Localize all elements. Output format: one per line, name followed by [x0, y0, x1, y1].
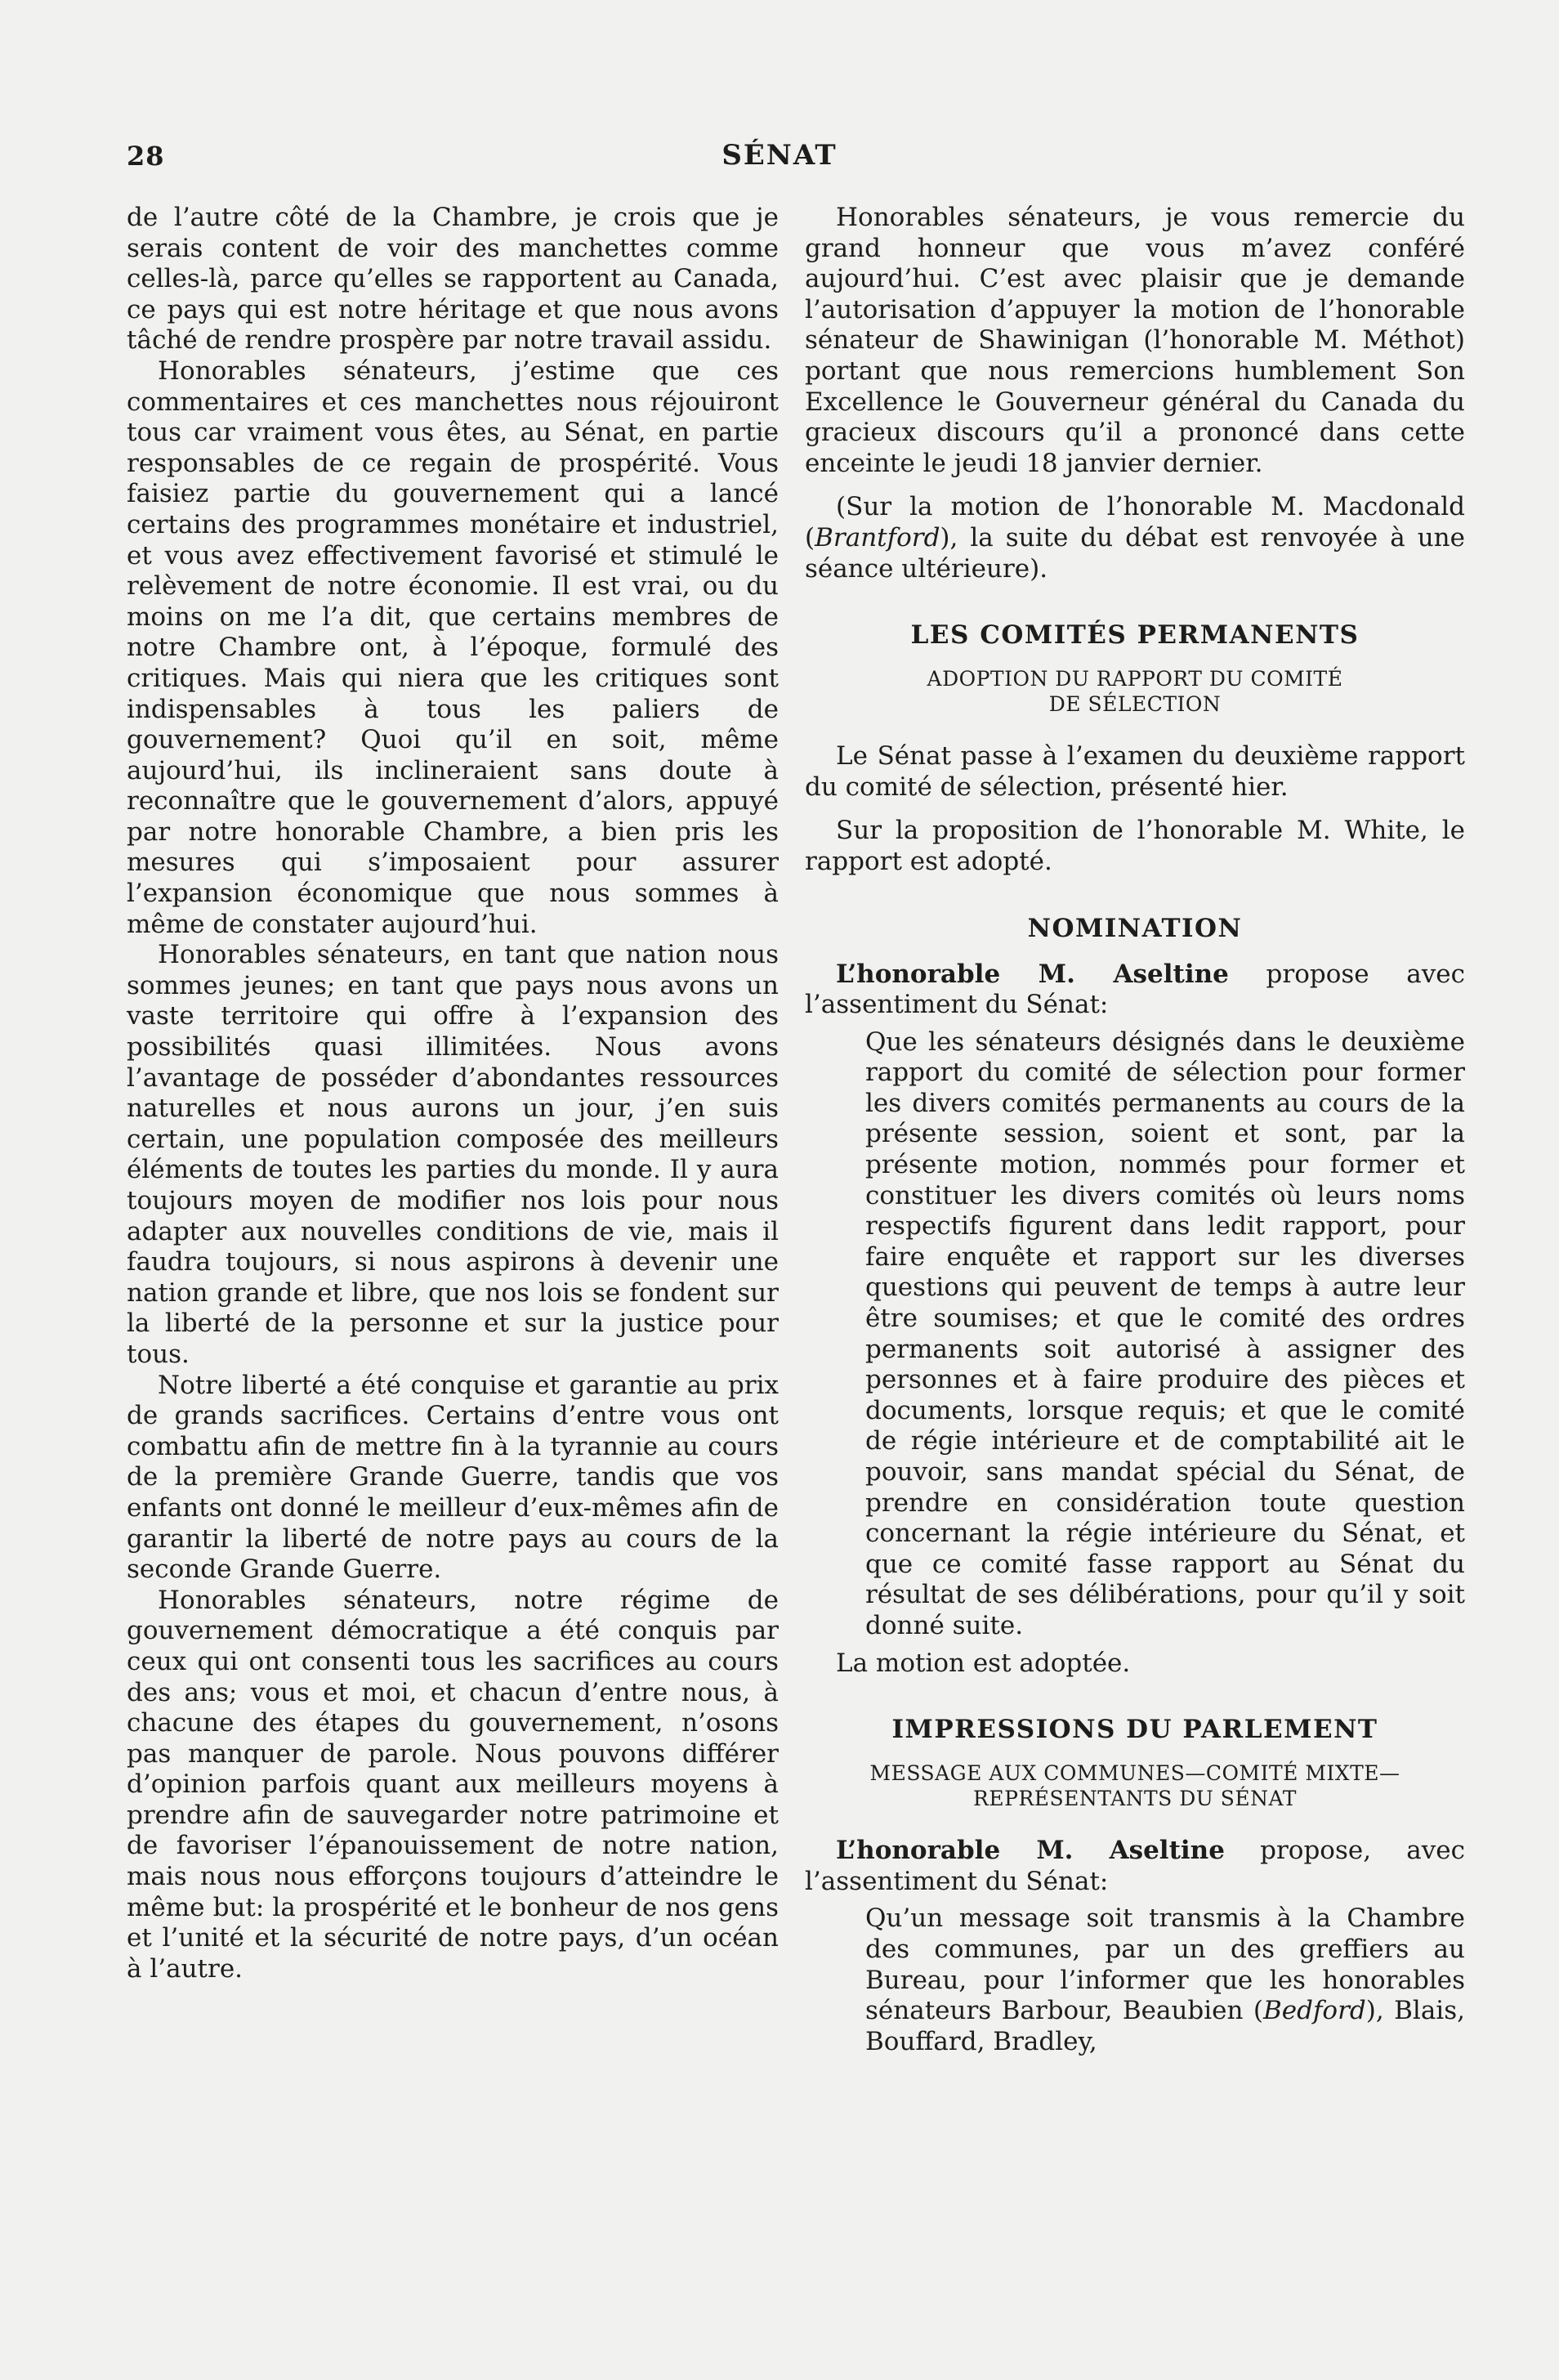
adjournment-note: [805, 492, 1465, 584]
speech-paragraph: Honorables sénateurs, notre régime de gouvernement démocratique a été conquis par ceux qui ont consenti tous les sacrifices au cours des ans; vous et moi, et chacun d’entre nous, à chacune des étapes du gouvernement, n’osons pas manquer de parole. Nous pouvons différer d’opinion parfois quant aux meilleurs moyens à prendre afin de sauvegarder notre patrimoine et de favoriser l’épanouissement de notre nation, mais nous nous efforçons toujours d’atteindre le même but: la prospérité et le bonheur de nos gens et l’unité et la sécurité de notre pays, d’un océan à l’autre.: [127, 1585, 779, 1984]
committee-paragraph: Le Sénat passe à l’examen du deuxième rapport du comité de sélection, présenté hier.: [805, 741, 1465, 802]
subheading-line: MESSAGE AUX COMMUNES—COMITÉ MIXTE—: [869, 1761, 1400, 1786]
running-head: SÉNAT: [721, 139, 838, 172]
message-text-start: Qu’un message soit transmis à la Chambre des communes, par un des greffiers au Bureau, pour l’informer que les honorables sénateurs Barbour, Beaubien (: [865, 1904, 1465, 2026]
section-heading-committees: LES COMITÉS PERMANENTS: [910, 620, 1360, 651]
message-text: [865, 1904, 1465, 2057]
left-column: [127, 203, 779, 1984]
adjournment-text-end: ), la suite du débat est renvoyée à une séance ultérieure).: [805, 522, 1465, 584]
riding-name: Brantford: [815, 522, 940, 552]
subheading-line: DE SÉLECTION: [1048, 692, 1222, 717]
page-number: 28: [127, 141, 165, 172]
speech-paragraph: de l’autre côté de la Chambre, je crois que je serais content de voir des manchettes comme celles-là, parce qu’elles se rapportent au Canada, ce pays qui est notre héritage et que nous avons tâché de rendre prospère par notre travail assidu.: [127, 203, 779, 356]
subheading-message: [805, 1760, 1465, 1811]
right-column: [805, 203, 1465, 2064]
speech-paragraph: Notre liberté a été conquise et garantie au prix de grands sacrifices. Certains d’entre vous ont combattu afin de mettre fin à la tyrannie au cours de la première Grande Guerre, tandis que vos enfants ont donné le meilleur d’eux-mêmes afin de garantir la liberté de notre pays au cours de la seconde Grande Guerre.: [127, 1370, 779, 1585]
speaker-name: L’honorable M. Aseltine: [836, 1836, 1225, 1866]
motion-text: Que les sénateurs désignés dans le deuxième rapport du comité de sélection pour former les divers comités permanents au cours de la présente session, soient et sont, par la présente motion, nommés pour former et constituer les divers comités où leurs noms respectifs figurent dans ledit rapport, pour faire enquête et rapport sur les diverses questions qui peuvent de temps à autre leur être soumises; et que le comité des ordres permanents soit autorisé à assigner des personnes et à faire produire des pièces et documents, lorsque requis; et que le comité de régie intérieure et de comptabilité ait le pouvoir, sans mandat spécial du Sénat, de prendre en considération toute question concernant la régie intérieure du Sénat, et que ce comité fasse rapport au Sénat du résultat de ses délibérations, pour qu’il y soit donné suite.: [865, 1027, 1465, 1640]
subheading-report-adoption: [805, 666, 1465, 717]
section-heading-nomination: NOMINATION: [1027, 913, 1243, 943]
nomination-intro: [805, 960, 1465, 1021]
committee-paragraph: Sur la proposition de l’honorable M. White, le rapport est adopté.: [805, 816, 1465, 876]
message-quote: [805, 1904, 1465, 2057]
message-text-end: ), Blais, Bouffard, Bradley,: [865, 1996, 1465, 2056]
section-heading-impressions: IMPRESSIONS DU PARLEMENT: [891, 1715, 1378, 1745]
speech-closing-paragraph: Honorables sénateurs, je vous remercie du grand honneur que vous m’avez conféré aujourd’hui. C’est avec plaisir que je demande l’autorisation d’appuyer la motion de l’honorable sénateur de Shawinigan (l’honorable M. Méthot) portant que nous remercions humblement Son Excellence le Gouverneur général du Canada du gracieux discours qu’il a prononcé dans cette enceinte le jeudi 18 janvier dernier.: [805, 203, 1465, 478]
impressions-intro-text: propose, avec l’assentiment du Sénat:: [805, 1836, 1465, 1896]
motion-quote: [805, 1027, 1465, 1642]
subheading-line: REPRÉSENTANTS DU SÉNAT: [973, 1787, 1297, 1811]
impressions-intro: [805, 1836, 1465, 1897]
subheading-line: ADOPTION DU RAPPORT DU COMITÉ: [927, 667, 1343, 691]
riding-name: Bedford: [1262, 1996, 1366, 2026]
nomination-intro-text: propose avec l’assentiment du Sénat:: [805, 959, 1465, 1020]
speaker-name: L’honorable M. Aseltine: [836, 959, 1229, 989]
speech-paragraph: Honorables sénateurs, j’estime que ces commentaires et ces manchettes nous réjouiront tous car vraiment vous êtes, au Sénat, en partie responsables de ce regain de prospérité. Vous faisiez partie du gouvernement qui a lancé certains des programmes monétaire et industriel, et vous avez effectivement favorisé et stimulé le relèvement de notre économie. Il est vrai, ou du moins on me l’a dit, que certains membres de notre Chambre ont, à l’époque, formulé des critiques. Mais qui niera que les critiques sont indispensables à tous les paliers de gouvernement? Quoi qu’il en soit, même aujourd’hui, ils inclineraient sans doute à reconnaître que le gouvernement d’alors, appuyé par notre honorable Chambre, a bien pris les mesures qui s’imposaient pour assurer l’expansion économique que nous sommes à même de constater aujourd’hui.: [127, 356, 779, 939]
motion-result: La motion est adoptée.: [836, 1648, 1131, 1678]
adjournment-text: (Sur la motion de l’honorable M. Macdonald (: [805, 492, 1465, 552]
speech-paragraph: Honorables sénateurs, en tant que nation nous sommes jeunes; en tant que pays nous avons un vaste territoire qui offre à l’expansion des possibilités quasi illimitées. Nous avons l’avantage de posséder d’abondantes ressources naturelles et nous aurons un jour, j’en suis certain, une population composée des meilleurs éléments de toutes les parties du monde. Il y aura toujours moyen de modifier nos lois pour nous adapter aux nouvelles conditions de vie, mais il faudra toujours, si nous aspirons à devenir une nation grande et libre, que nos lois se fondent sur la liberté de la personne et sur la justice pour tous.: [127, 940, 779, 1369]
